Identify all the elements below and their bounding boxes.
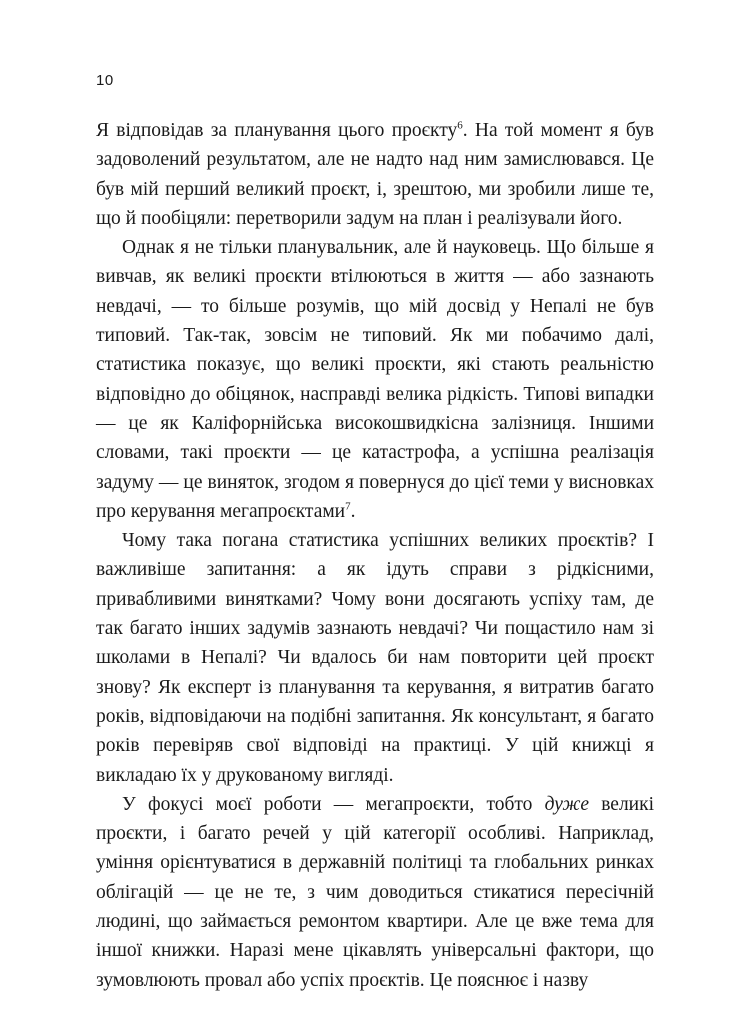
emphasis-text: дуже xyxy=(544,793,589,815)
text-run: Однак я не тільки планувальник, але й науковець. Що більше я вивчав, як великі проєкти втілюються в життя — або зазнають невдачі, — то більше розумів, що мій досвід у Непалі не був типовий. Так-так, зовсім не типовий. Як ми побачимо далі, статистика показує, що великі проєкти, які стають реальністю відповідно до обіцянок, насправді велика рідкість. Типові випадки — це як Каліфорнійська високошвидкісна залізниця. Іншими словами, такі проєкти — це катастрофа, а успішна реалізація задуму — це виняток, згодом я повернуся до цієї теми у висновках про керування мегапроєктами xyxy=(96,237,654,522)
text-run: . xyxy=(350,500,356,522)
text-run: . На той момент я був задоволений результатом, але не надто над ним замислювався. Це був мій перший великий проєкт, і, зрештою, ми зробили лише те, що й пообіцяли: перетворили задум на план і реалізували його. xyxy=(96,120,654,229)
text-run: Я відповідав за планування цього проєкту xyxy=(96,120,458,141)
page-number: 10 xyxy=(96,72,114,89)
text-run: У фокусі моєї роботи — мегапроєкти, тобто xyxy=(122,793,545,815)
text-run: великі проєкти, і багато речей у цій категорії особливі. Наприклад, уміння орієнтуватися в державній політиці та глобальних ринках облігацій — це не те, з чим доводиться стикатися пересічній людині, що займається ремонтом квартири. Але це вже тема для іншої книжки. Наразі мене цікавлять універсальні фактори, що зумовлюють провал або успіх проєктів. Це пояснює і назву xyxy=(96,793,655,991)
body-text xyxy=(96,116,654,995)
paragraph xyxy=(96,233,654,526)
paragraph xyxy=(96,116,654,233)
text-run: Чому така погана статистика успішних великих проєктів? І важливіше запитання: а як ідуть справи з рідкісними, привабливими винятками? Чому вони досягають успіху там, де так багато інших задумів зазнають невдачі? Чи пощастило нам зі школами в Непалі? Чи вдалось би нам повторити цей проєкт знову? Як експерт із планування та керування, я витратив багато років, відповідаючи на подібні запитання. Як консультант, я багато років перевіряв свої відповіді на практиці. У цій книжці я викладаю їх у друкованому вигляді. xyxy=(96,530,654,786)
footnote-ref: 7 xyxy=(345,500,351,513)
paragraph xyxy=(96,526,654,790)
footnote-ref: 6 xyxy=(457,119,463,132)
paragraph xyxy=(96,790,654,995)
